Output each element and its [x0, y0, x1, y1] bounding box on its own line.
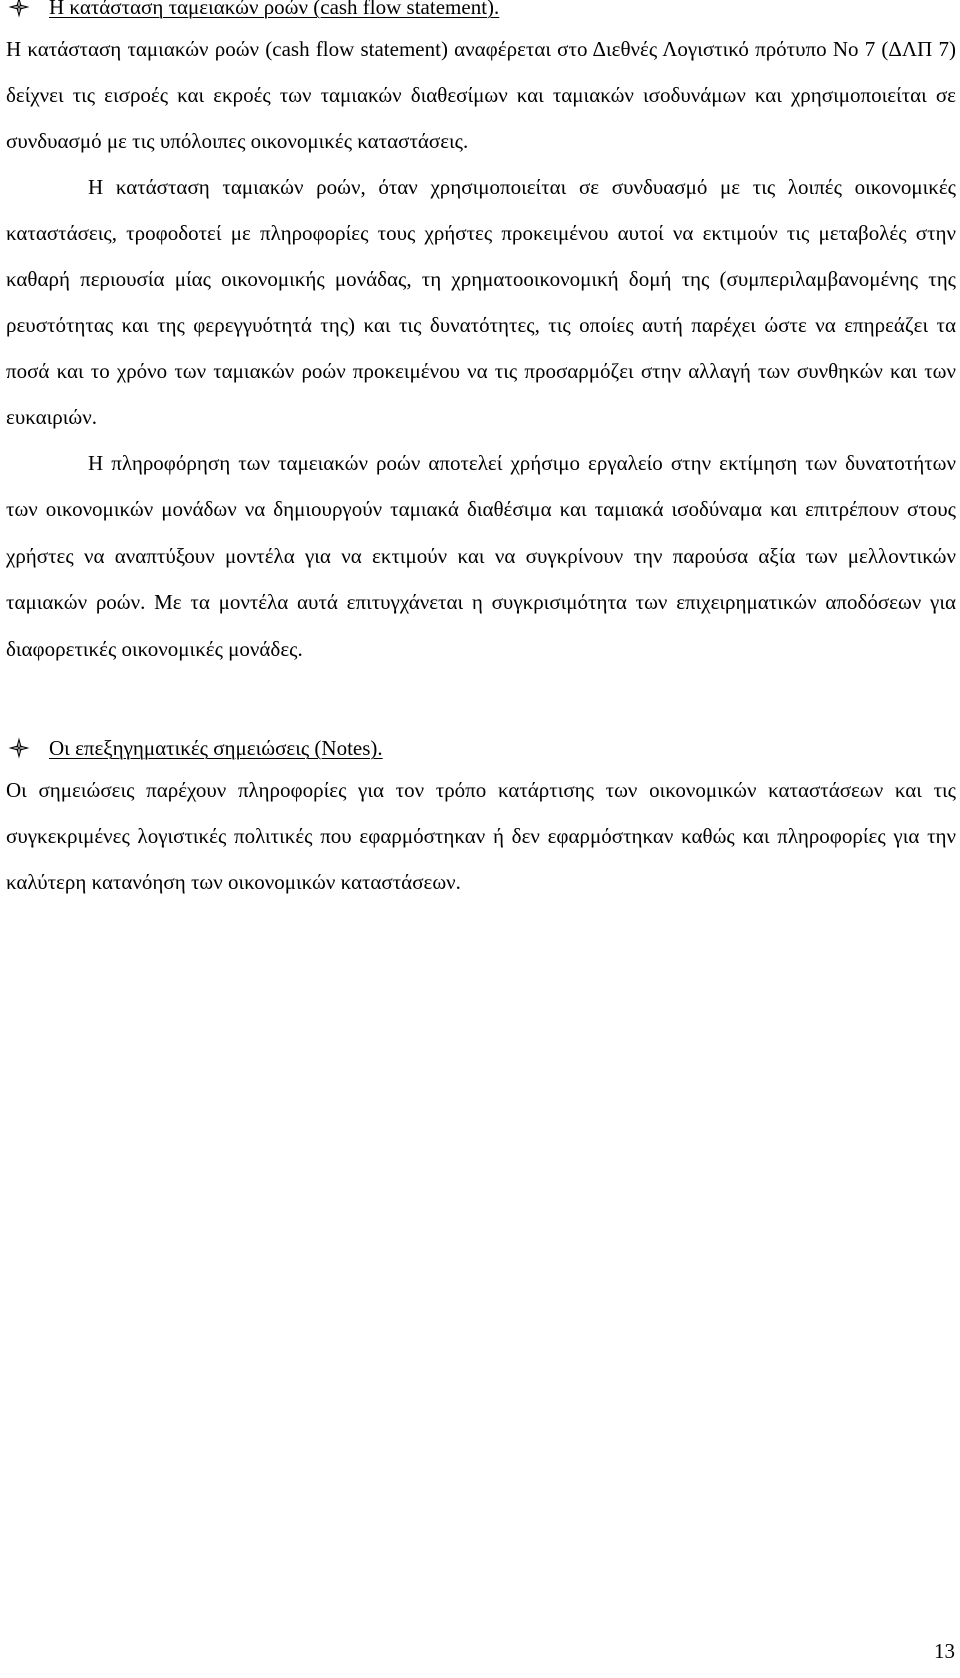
paragraph-cash-flow-information: Η πληροφόρηση των ταμειακών ροών αποτελεί χρήσιμο εργαλείο στην εκτίμηση των δυνατοτήτων των οικονομικών μονάδων να δημιουργούν ταμιακά διαθέσιμα και ταμιακά ισοδύναμα και επιτρέπουν στους χρήστες να αναπτύξουν μοντέλα για να εκτιμούν και να συγκρίνουν την παρούσα αξία των μελλοντικών ταμιακών ροών. Με τα μοντέλα αυτά επιτυγχάνεται η συγκρισιμότητα των επιχειρηματικών αποδόσεων για διαφορετικές οικονομικές μονάδες. [6, 451, 956, 661]
paragraph-cash-flow-usage: Η κατάσταση ταμιακών ροών, όταν χρησιμοποιείται σε συνδυασμό με τις λοιπές οικονομικές καταστάσεις, τροφοδοτεί με πληροφορίες τους χρήστες προκειμένου αυτοί να εκτιμούν τις μεταβολές στην καθαρή περιουσία μίας οικονομικής μονάδας, τη χρηματοοικονομική δομή της (συμπεριλαμβανομένης της ρευστότητας και της φερεγγυότητά της) και τις δυνατότητες, τις οποίες αυτή παρέχει ώστε να επηρεάζει τα ποσά και το χρόνο των ταμιακών ροών προκειμένου να τις προσαρμόζει στην αλλαγή των συνθηκών και των ευκαιριών. [6, 175, 956, 429]
section-heading-text: Η κατάσταση ταμειακών ροών (cash flow statement). [49, 0, 500, 19]
page-number: 13 [934, 1639, 955, 1663]
diamond-bullet-icon [8, 0, 30, 18]
section-heading-cash-flow [6, 0, 956, 26]
paragraph-cash-flow-definition: Η κατάσταση ταμιακών ροών (cash flow statement) αναφέρεται στο Διεθνές Λογιστικό πρότυπο Νο 7 (ΔΛΠ 7) δείχνει τις εισροές και εκροές των ταμιακών διαθεσίμων και ταμιακών ισοδυνάμων και χρησιμοποιείται σε συνδυασμό με τις υπόλοιπες οικονομικές καταστάσεις. [6, 37, 956, 153]
paragraph-notes: Οι σημειώσεις παρέχουν πληροφορίες για τον τρόπο κατάρτισης των οικονομικών καταστάσεων και τις συγκεκριμένες λογιστικές πολιτικές που εφαρμόστηκαν ή δεν εφαρμόστηκαν καθώς και πληροφορίες για την καλύτερη κατανόηση των οικονομικών καταστάσεων. [6, 778, 956, 895]
document-page [6, 0, 956, 905]
section-heading-text: Οι επεξηγηματικές σημειώσεις (Notes). [49, 736, 383, 761]
section-heading-notes [6, 729, 956, 767]
diamond-bullet-icon [8, 737, 30, 759]
